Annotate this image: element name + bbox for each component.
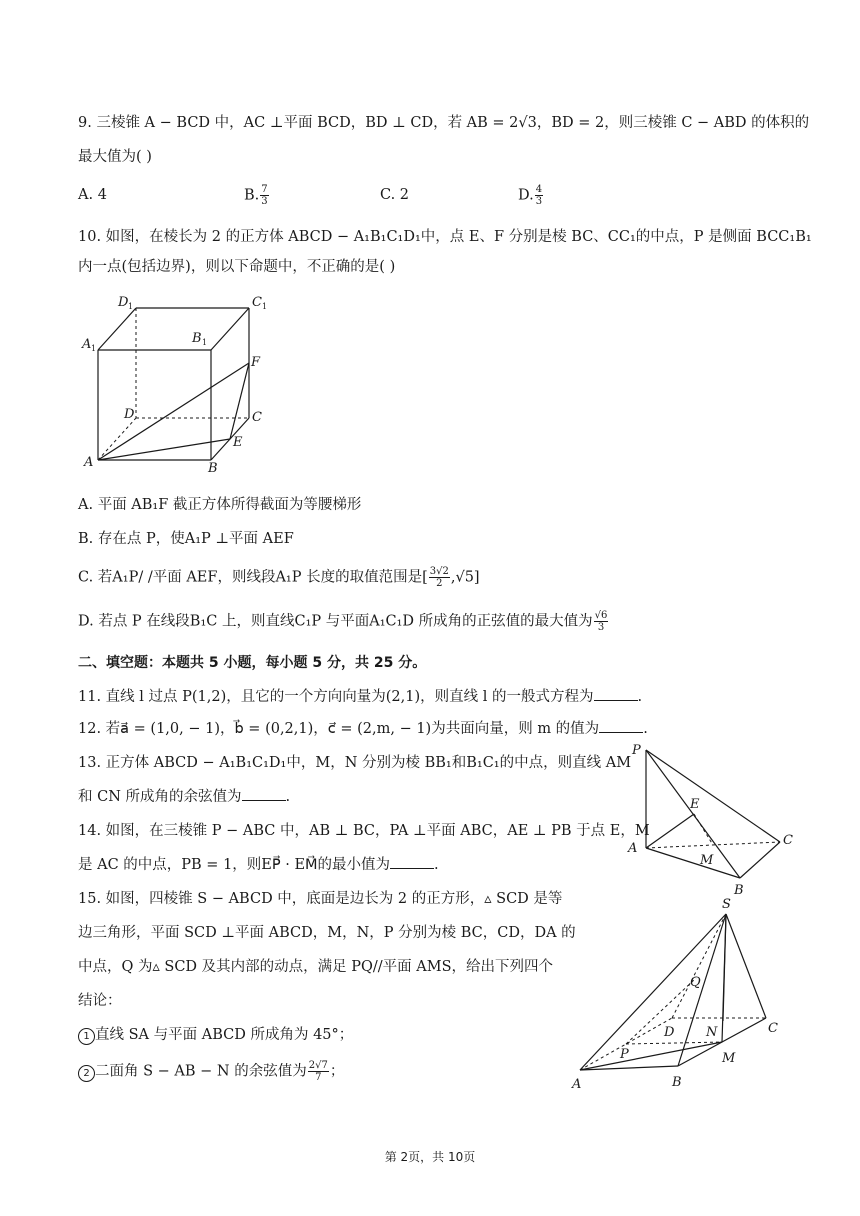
label-c1-sub: 1: [262, 302, 268, 311]
q15-line4: 结论：: [78, 993, 122, 1009]
label-c: C: [768, 1021, 778, 1036]
q10-line1: 10. 如图，在棱长为 2 的正方体 ABCD − A₁B₁C₁D₁中，点 E、F 分别是棱 BC、CC₁的中点，P 是侧面 BCC₁B₁: [78, 229, 812, 245]
label-d: D: [664, 1025, 675, 1040]
q10-line2: 内一点(包括边界)，则以下命题中，不正确的是( ): [78, 259, 396, 275]
q9-line2: 最大值为( ): [78, 149, 152, 165]
label-d1-sub: 1: [128, 302, 134, 311]
pyramid-figure: [566, 894, 796, 1098]
answer-blank: [242, 786, 286, 801]
label-a1-sub: 1: [91, 344, 97, 353]
label-p: P: [620, 1047, 629, 1062]
label-a: A: [628, 841, 638, 856]
q10-option-c: C. 若A₁P/ /平面 AEF，则线段A₁P 长度的取值范围是[ $\frac{3√2}{2}$ ,√5]: [78, 566, 480, 589]
label-f: F: [251, 355, 261, 370]
answer-blank: [599, 718, 643, 733]
section-2-heading: 二、填空题：本题共 5 小题，每小题 5 分，共 25 分。: [78, 655, 427, 671]
q10-option-b: B. 存在点 P，使A₁P ⊥平面 AEF: [78, 531, 294, 547]
q12: 12. 若a⃗ = (1,0, − 1)，b⃗ = (0,2,1)，c⃗ = (2,m, − 1)为共面向量，则 m 的值为 .: [78, 718, 648, 740]
q15-conclusion-1: 1 直线 SA 与平面 ABCD 所成角为 45°；: [78, 1024, 353, 1046]
label-b: B: [672, 1075, 682, 1090]
label-e: E: [233, 435, 243, 450]
q15-conclusion-2: 2 二面角 S − AB − N 的余弦值为 $\frac{2√7}{7}$ ；: [78, 1060, 344, 1083]
q9-option-b: B. $\frac{7}{3}$: [244, 184, 268, 207]
label-a: A: [84, 455, 94, 470]
label-m: M: [700, 853, 714, 868]
label-p: P: [632, 743, 641, 758]
label-e: E: [690, 797, 700, 812]
label-b1-sub: 1: [202, 338, 208, 347]
label-a1: A: [82, 337, 92, 352]
label-s: S: [722, 897, 731, 912]
q13-line2: 和 CN 所成角的余弦值为 .: [78, 786, 290, 808]
q9-option-d: D. $\frac{4}{3}$: [518, 184, 543, 207]
answer-blank: [390, 854, 434, 869]
cube-figure: [78, 290, 278, 480]
label-d1: D: [118, 295, 129, 310]
q11: 11. 直线 l 过点 P(1,2)，且它的一个方向向量为(2,1)，则直线 l 的一般式方程为 .: [78, 686, 642, 708]
tetrahedron-figure: [622, 738, 802, 898]
q14-line2: 是 AC 的中点，PB = 1，则EP⃗ · EM⃗的最小值为 .: [78, 854, 439, 876]
q15-line2: 边三角形，平面 SCD ⊥平面 ABCD，M，N，P 分别为棱 BC，CD，DA 的: [78, 925, 576, 941]
label-q: Q: [690, 975, 701, 990]
label-a: A: [572, 1077, 582, 1092]
label-n: N: [706, 1025, 718, 1040]
label-b1: B: [192, 331, 202, 346]
q9-option-a: A. 4: [78, 187, 107, 203]
label-d: D: [124, 407, 135, 422]
q15-line1: 15. 如图，四棱锥 S − ABCD 中，底面是边长为 2 的正方形，▵ SCD 是等: [78, 891, 563, 907]
label-c1: C: [252, 295, 262, 310]
label-b: B: [208, 461, 218, 476]
q9-option-c: C. 2: [380, 187, 410, 203]
page-footer: 第 2页，共 10页: [384, 1150, 476, 1164]
q14-line1: 14. 如图，在三棱锥 P − ABC 中，AB ⊥ BC，PA ⊥平面 ABC，AE ⊥ PB 于点 E，M: [78, 823, 650, 839]
q9-line1: 9. 三棱锥 A − BCD 中，AC ⊥平面 BCD，BD ⊥ CD，若 AB = 2√3，BD = 2，则三棱锥 C − ABD 的体积的: [78, 115, 810, 131]
q10-option-a: A. 平面 AB₁F 截正方体所得截面为等腰梯形: [78, 497, 362, 513]
q13-line1: 13. 正方体 ABCD − A₁B₁C₁D₁中，M，N 分别为棱 BB₁和B₁C₁的中点，则直线 AM: [78, 755, 632, 771]
label-c: C: [252, 410, 262, 425]
label-m: M: [722, 1051, 736, 1066]
answer-blank: [594, 686, 638, 701]
label-b: B: [734, 883, 744, 898]
q15-line3: 中点，Q 为▵ SCD 及其内部的动点，满足 PQ//平面 AMS，给出下列四个: [78, 959, 554, 975]
q10-option-d: D. 若点 P 在线段B₁C 上，则直线C₁P 与平面A₁C₁D 所成角的正弦值的最大值为 $\frac{√6}{3}$: [78, 610, 608, 633]
label-c: C: [783, 833, 793, 848]
